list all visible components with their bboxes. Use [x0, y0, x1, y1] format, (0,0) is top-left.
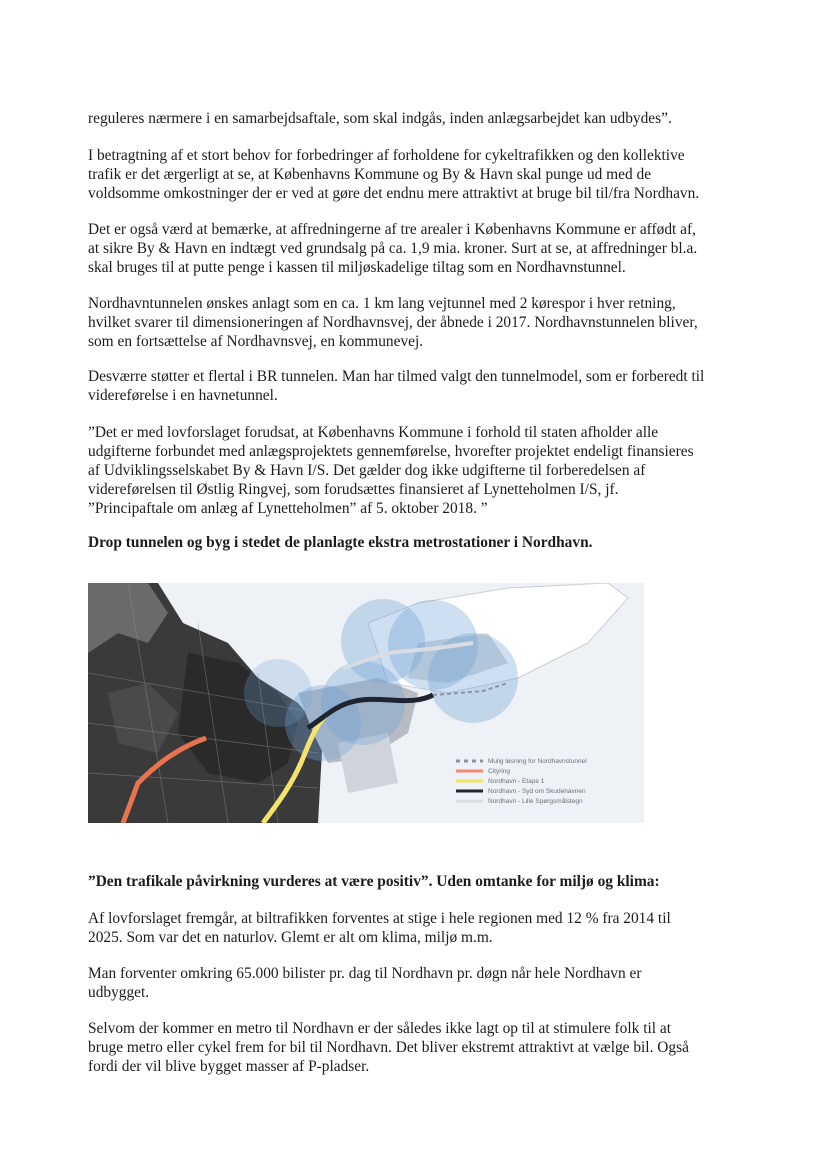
paragraph-motorists: Man forventer omkring 65.000 bilister pr. dag til Nordhavn pr. døgn når hele Nordhavn er udbygget.	[88, 965, 642, 1001]
paragraph-5: Desværre støtter et flertal i BR tunnelen. Man har tilmed valgt den tunnelmodel, som er forberedt til videreførelse i en havnetunnel.	[88, 368, 705, 404]
paragraph-1: reguleres nærmere i en samarbejdsaftale, som skal indgås, inden anlægsarbejdet kan udbydes”.	[88, 110, 672, 127]
map-graphic	[88, 583, 644, 823]
paragraph-3: Det er også værd at bemærke, at affredningerne af tre arealer i Københavns Kommune er affødt af, at sikre By & Havn en indtægt ved grundsalg på ca. 1,9 mia. kroner. Surt at se, at affredninger bl.a. skal bruges til at putte penge i kassen til miljøskadelige tiltag som en Nordhavnstunnel.	[88, 221, 698, 276]
legend-label: Cityring	[488, 768, 511, 775]
legend-label: Nordhavn - Syd om Skudehavnen	[488, 788, 586, 795]
heading-traffic-impact: ”Den trafikale påvirkning vurderes at være positiv”. Uden omtanke for miljø og klima:	[88, 873, 660, 890]
legend-label: Nordhavn - Etape 1	[488, 778, 545, 785]
paragraph-4: Nordhavntunnelen ønskes anlagt som en ca. 1 km lang vejtunnel med 2 kørespor i hver retning, hvilket svarer til dimensioneringen af Nordhavnsvej, der åbnede i 2017. Nordhavnstunnelen bliver, som en fortsættelse af Nordhavnsvej, en kommunevej.	[88, 295, 698, 350]
paragraph-traffic-growth: Af lovforslaget fremgår, at biltrafikken forventes at stige i hele regionen med 12 % fra 2014 til 2025. Som var det en naturlov. Glemt er alt om klima, miljø m.m.	[88, 910, 671, 946]
heading-drop-tunnel: Drop tunnelen og byg i stedet de planlagte ekstra metrostationer i Nordhavn.	[88, 534, 593, 551]
legend-label: Nordhavn - Lille Spørgsmålstegn	[488, 798, 583, 805]
paragraph-metro: Selvom der kommer en metro til Nordhavn er der således ikke lagt op til at stimulere folk til at bruge metro eller cykel frem for bil til Nordhavn. Det bliver ekstremt attraktivt at vælge bil. Også fordi der vil blive bygget masser af P-pladser.	[88, 1020, 689, 1075]
quote-paragraph: ”Det er med lovforslaget forudsat, at Københavns Kommune i forhold til staten afholder alle udgifterne forbundet med anlægsprojektets gennemførelse, hvorefter projektet endeligt finansieres af Udviklingsselskabet By & Havn I/S. Det gælder dog ikke udgifterne til forberedelsen af videreførelsen til Østlig Ringvej, som forudsættes finansieret af Lynetteholmen I/S, jf. ”Principaftale om anlæg af Lynetteholmen” af 5. oktober 2018. ”	[88, 424, 694, 517]
nordhavn-map-figure	[88, 583, 644, 823]
legend-label: Mulig løsning for Nordhavnstunnel	[488, 758, 587, 765]
paragraph-2: I betragtning af et stort behov for forbedringer af forholdene for cykeltrafikken og den kollektive trafik er det ærgerligt at se, at Københavns Kommune og By & Havn skal punge ud med de voldsomme omkostninger der er ved at gøre det endnu mere attraktivt at bruge bil til/fra Nordhavn.	[88, 147, 700, 202]
